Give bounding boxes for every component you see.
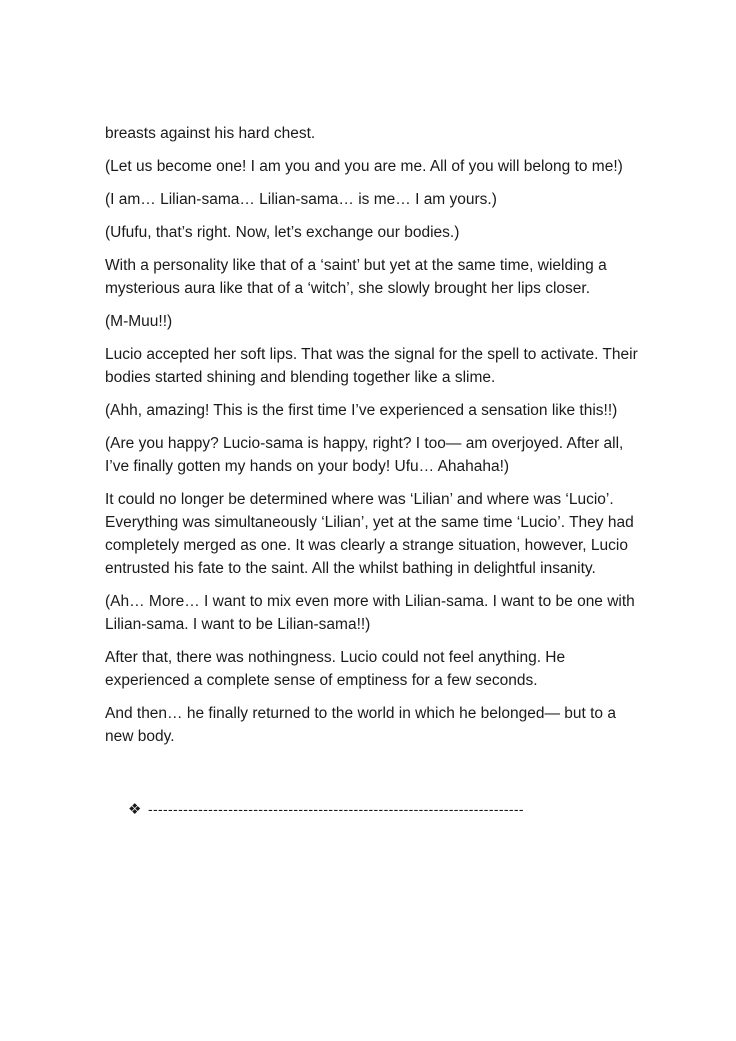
dash-line: --------------------------------------------------------------------------- xyxy=(148,801,524,817)
story-text xyxy=(105,122,645,758)
paragraph: After that, there was nothingness. Lucio could not feel anything. He experienced a complete sense of emptiness for a few seconds. xyxy=(105,649,566,689)
paragraph: (Ahh, amazing! This is the first time I’ve experienced a sensation like this!!) xyxy=(105,402,618,419)
paragraph: (Ah… More… I want to mix even more with Lilian-sama. I want to be one with Lilian-sama. I want to be Lilian-sama!!) xyxy=(105,593,635,633)
paragraph: (Ufufu, that’s right. Now, let’s exchange our bodies.) xyxy=(105,224,460,241)
paragraph: (M-Muu!!) xyxy=(105,313,173,330)
paragraph: It could no longer be determined where was ‘Lilian’ and where was ‘Lucio’. Everything was simultaneously ‘Lilian’, yet at the same time ‘Lucio’. They had completely merged as one. It was clearly a strange situation, however, Lucio entrusted his fate to the saint. All the whilst bathing in delightful insanity. xyxy=(105,491,634,577)
paragraph: breasts against his hard chest. xyxy=(105,125,316,142)
paragraph: (Are you happy? Lucio-sama is happy, right? I too— am overjoyed. After all, I’ve finally gotten my hands on your body! Ufu… Ahahaha!) xyxy=(105,435,624,475)
paragraph: Lucio accepted her soft lips. That was the signal for the spell to activate. Their bodies started shining and blending together like a slime. xyxy=(105,346,638,386)
paragraph: (I am… Lilian-sama… Lilian-sama… is me… I am yours.) xyxy=(105,191,497,208)
section-divider xyxy=(128,798,548,820)
paragraph: (Let us become one! I am you and you are me. All of you will belong to me!) xyxy=(105,158,623,175)
diamond-bullet-icon: ❖ xyxy=(128,800,142,818)
paragraph: And then… he finally returned to the world in which he belonged— but to a new body. xyxy=(105,705,616,745)
paragraph: With a personality like that of a ‘saint’ but yet at the same time, wielding a mysterious aura like that of a ‘witch’, she slowly brought her lips closer. xyxy=(105,257,607,297)
